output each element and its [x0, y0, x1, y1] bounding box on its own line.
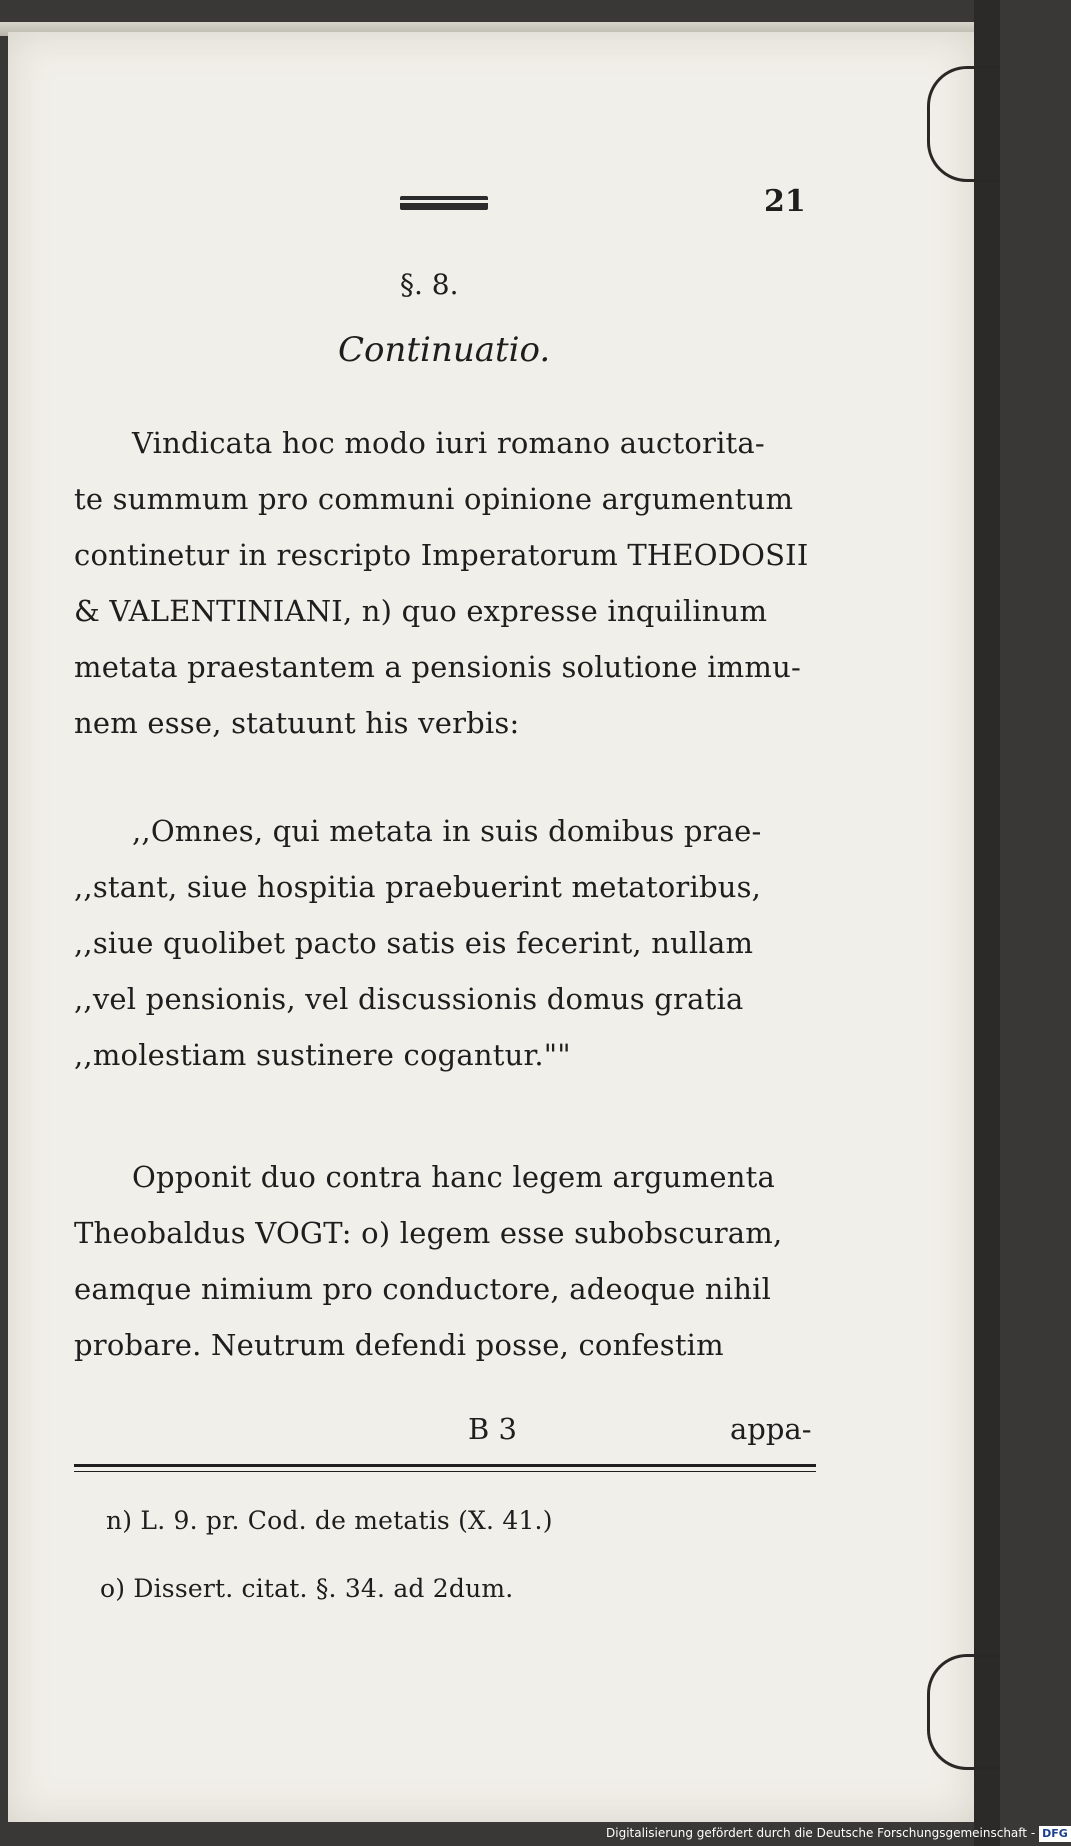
header-ornament: [400, 196, 488, 210]
body-line: nem esse, statuunt his verbis:: [74, 706, 520, 740]
quote-line: ,,Omnes, qui metata in suis domibus prae-: [132, 814, 762, 848]
body-line: eamque nimium pro conductore, adeoque nihil: [74, 1272, 772, 1306]
quote-line: ,,siue quolibet pacto satis eis fecerint, nullam: [74, 926, 754, 960]
footnote: o) Dissert. citat. §. 34. ad 2dum.: [100, 1574, 514, 1603]
body-line: & VALENTINIANI, n) quo expresse inquilinum: [74, 594, 768, 628]
body-line: continetur in rescripto Imperatorum THEODOSII: [74, 538, 809, 572]
quote-line: ,,stant, siue hospitia praebuerint metatoribus,: [74, 870, 762, 904]
page-clip-bottom: [927, 1654, 1000, 1770]
footnote-rule: [74, 1464, 816, 1472]
section-title: Continuatio.: [338, 330, 551, 370]
quote-line: ,,molestiam sustinere cogantur."": [74, 1038, 571, 1072]
page-clip-top: [927, 66, 1000, 182]
section-mark: §. 8.: [400, 268, 459, 301]
digitization-credit: [606, 1822, 1068, 1844]
signature-mark: B 3: [468, 1412, 517, 1446]
body-line: metata praestantem a pensionis solutione immu-: [74, 650, 801, 684]
body-line: te summum pro communi opinione argumentum: [74, 482, 794, 516]
body-line: Theobaldus VOGT: o) legem esse subobscuram,: [74, 1216, 783, 1250]
dfg-logo: DFG: [1039, 1826, 1071, 1842]
body-line: probare. Neutrum defendi posse, confestim: [74, 1328, 724, 1362]
catchword: appa-: [730, 1412, 812, 1446]
credit-text: Digitalisierung gefördert durch die Deutsche Forschungsgemeinschaft -: [606, 1826, 1036, 1840]
page-number: 21: [764, 184, 806, 219]
footnote: n) L. 9. pr. Cod. de metatis (X. 41.): [106, 1506, 553, 1535]
quote-line: ,,vel pensionis, vel discussionis domus gratia: [74, 982, 744, 1016]
body-line: Opponit duo contra hanc legem argumenta: [132, 1160, 775, 1194]
body-line: Vindicata hoc modo iuri romano auctorita-: [132, 426, 765, 460]
scan-right-edge: [974, 0, 1000, 1846]
